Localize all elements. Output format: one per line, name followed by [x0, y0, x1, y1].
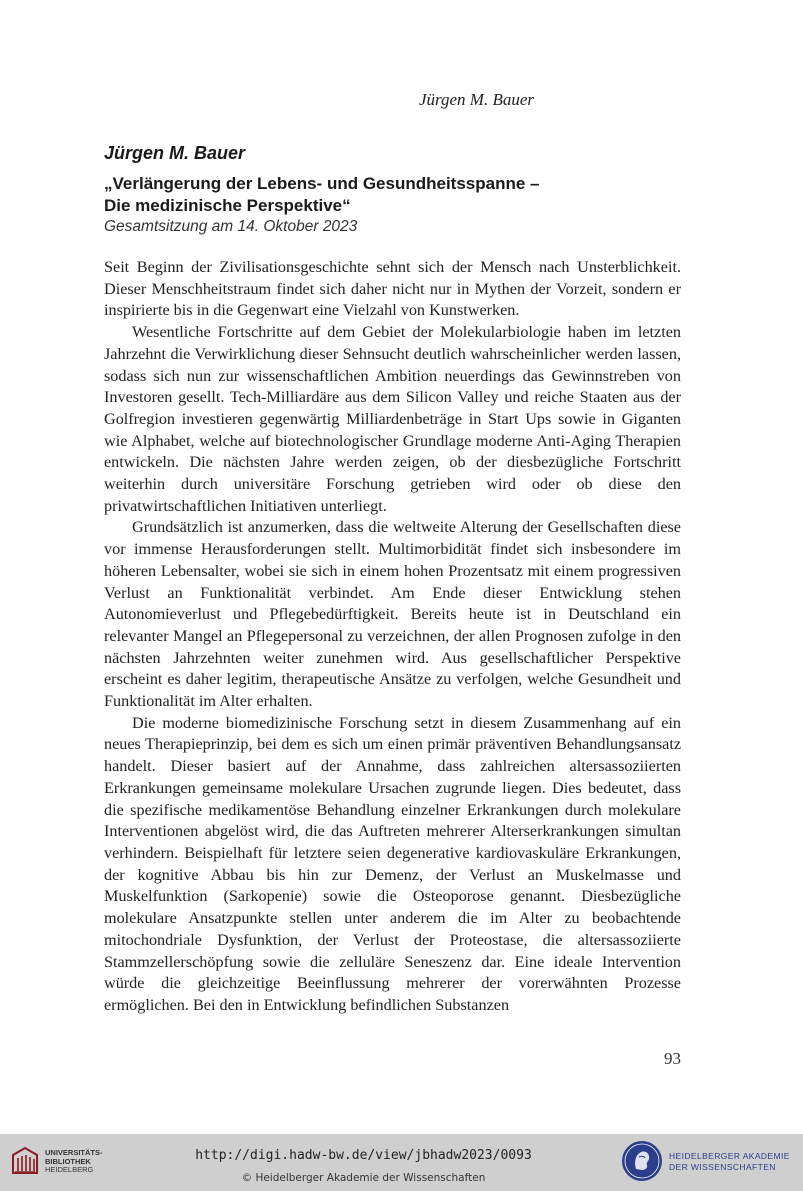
library-name-line-2: BIBLIOTHEK [45, 1156, 91, 1166]
page-number: 93 [664, 1049, 681, 1068]
paragraph: Seit Beginn der Zivilisationsgeschichte sehnt sich der Mensch nach Unsterblichkeit. Dieser Menschheitstraum findet sich daher nicht nur in Mythen der Vorzeit, sondern er inspirierte bis in die Gegenwart eine Vielzahl von Kunstwerken. [104, 258, 681, 320]
library-name-line-3: HEIDELBERG [45, 1165, 94, 1174]
article-title [104, 173, 704, 217]
academy-seal-icon[interactable] [620, 1139, 664, 1183]
running-head: Jürgen M. Bauer [418, 90, 535, 109]
academy-name [669, 1151, 790, 1172]
footer-bar [0, 1134, 803, 1191]
paragraph: Grundsätzlich ist anzumerken, dass die weltweite Alterung der Gesellschaften diese vor immense Herausforderungen stellt. Multimorbidität findet sich insbesondere im höheren Lebensalter, wobei sie sich in einem hohen Prozentsatz mit einem progressiven Verlust an Funktionalität verbindet. Am Ende dieser Entwicklung stehen Autonomieverlust und Pflegebedürftigkeit. Bereits heute ist in Deutschland ein relevanter Mangel an Pflegepersonal zu verzeichnen, der allen Prognosen zufolge in den nächsten Jahrzehnten weiter zunehmen wird. Aus gesellschaftlicher Perspektive erscheint es daher legitim, therapeutische Ansätze zu verfolgen, welche Gesundheit und Funktionalität im Alter erhalten. [104, 518, 681, 711]
academy-name-line-1: HEIDELBERGER AKADEMIE [669, 1151, 790, 1161]
article-title-line-1: „Verlängerung der Lebens- und Gesundheitsspanne – [104, 174, 540, 193]
article-title-line-2: Die medizinische Perspektive“ [104, 196, 351, 215]
paragraph: Wesentliche Fortschritte auf dem Gebiet der Molekularbiologie haben im letzten Jahrzehnt die Verwirklichung dieser Sehnsucht deutlich wahrscheinlicher werden lassen, sodass sich nun zur wissenschaftlichen Ambition neuerdings das Gewinnstreben von Investoren gesellt. Tech-Milliardäre aus dem Silicon Valley und reiche Staaten aus der Golfregion investieren gegenwärtig Milliardenbeträge in Start Ups sowie in Giganten wie Alphabet, welche auf biotechnologischer Grundlage moderne Anti-Aging Therapien entwickeln. Die nächsten Jahre werden zeigen, ob der diesbezügliche Fortschritt weiterhin durch universitäre Forschung getrieben wird oder ob diese den privatwirtschaftlichen Initiativen unterliegt. [104, 323, 681, 515]
paragraph: Die moderne biomedizinische Forschung setzt in diesem Zusammenhang auf ein neues Therapieprinzip, bei dem es sich um einen primär präventiven Behandlungsansatz handelt. Dieser basiert auf der Annahme, dass zahlreichen altersassoziierten Erkrankungen gemeinsame molekulare Ursachen zugrunde liegen. Dies bedeutet, dass die spezifische medikamentöse Behandlung einzelner Erkrankungen durch molekulare Interventionen abgelöst wird, die das Auftreten mehrerer Alterserkrankungen simultan verhindern. Beispielhaft für letztere seien degenerative kardiovaskuläre Erkrankungen, der kognitive Abbau bis hin zur Demenz, der Verlust an Muskelmasse und Muskelfunktion (Sarkopenie) sowie die Osteoporose genannt. Diesbezügliche molekulare Ansatzpunkte stellen unter anderem die im Alter zu beobachtende mitochondriale Dysfunktion, der Verlust der Proteostase, die altersassoziierte Stammzellerschöpfung sowie die zelluläre Seneszenz dar. Eine ideale Intervention würde die gleichzeitige Beeinflussung mehrerer der vorerwähnten Prozesse ermöglichen. Bei den in Entwicklung befindlichen Substanzen [104, 713, 681, 1014]
library-name-line-1: UNIVERSITÄTS- [45, 1148, 103, 1157]
copyright-notice: © Heidelberger Akademie der Wissenschaften [241, 1172, 486, 1184]
session-date: Gesamtsitzung am 14. Oktober 2023 [104, 218, 358, 235]
academy-name-line-2: DER WISSENSCHAFTEN [669, 1161, 776, 1172]
permalink-url[interactable]: http://digi.hadw-bw.de/view/jbhadw2023/0093 [195, 1148, 532, 1163]
article-author: Jürgen M. Bauer [104, 143, 246, 163]
body-text [104, 257, 681, 1017]
